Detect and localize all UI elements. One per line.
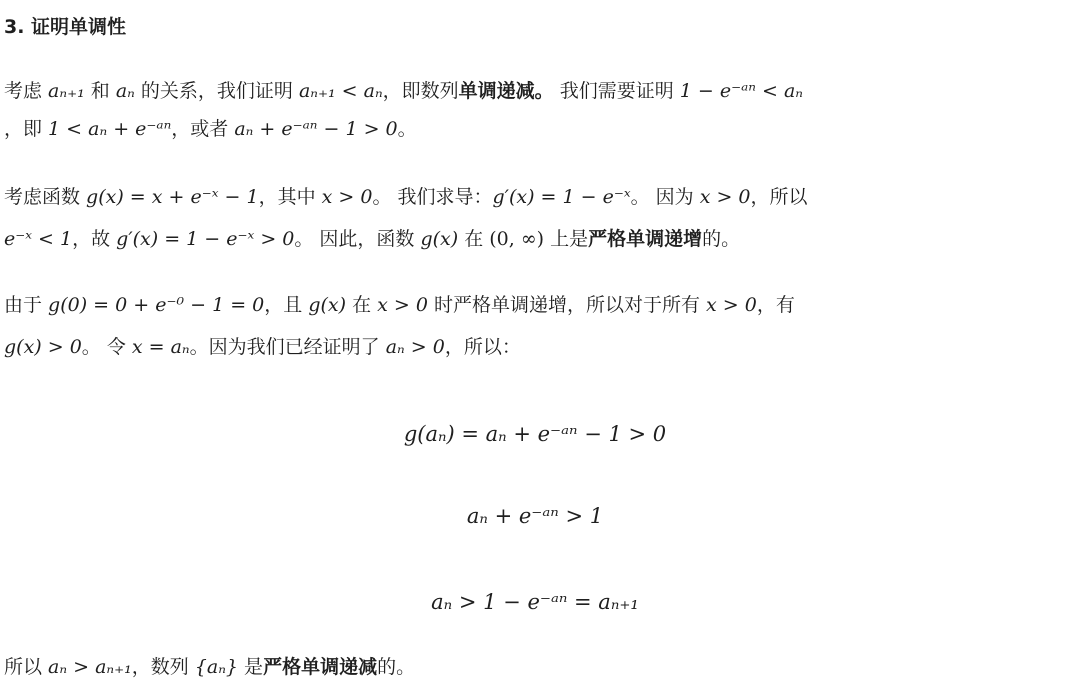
paragraph-3-line-1 [4, 292, 795, 318]
math: aₙ > 0 [385, 336, 445, 358]
math: g(x) > 0 [4, 336, 82, 358]
math: x > 0 [706, 294, 757, 316]
text: ，故 [72, 228, 117, 250]
math: (0, ∞) [489, 228, 545, 250]
text: 时严格单调递增，所以对于所有 [427, 294, 707, 316]
text: ，且 [264, 294, 309, 316]
bold-text: 严格单调递减 [263, 656, 378, 678]
text: 。因为我们已经证明了 [189, 336, 386, 358]
display-equation-1: g(aₙ) = aₙ + e⁻ᵃⁿ − 1 > 0 [403, 422, 667, 446]
math: g(0) = 0 + e⁻⁰ − 1 = 0 [48, 294, 265, 316]
text: 由于 [4, 294, 49, 316]
text: 。 因为 [630, 186, 700, 208]
math: x > 0 [377, 294, 428, 316]
math: g(x) [308, 294, 347, 316]
math: g′(x) = 1 − e⁻ˣ > 0 [116, 228, 295, 250]
text: 上是 [544, 228, 589, 250]
text: ，所以： [444, 336, 521, 358]
text: ，或者 [171, 118, 235, 140]
text: 考虑函数 [4, 186, 87, 208]
section-heading: 3. 证明单调性 [4, 16, 127, 38]
paragraph-2-line-2 [4, 226, 740, 252]
paragraph-1-line-1 [4, 78, 803, 104]
text: ，其中 [258, 186, 322, 208]
bold-text: 严格单调递增 [588, 228, 703, 250]
math: aₙ₊₁ < aₙ [298, 80, 383, 102]
math: aₙ + e⁻ᵃⁿ − 1 > 0 [234, 118, 398, 140]
math: x > 0 [699, 186, 751, 208]
text: 所以 [4, 656, 49, 678]
bold-text: 单调递减。 [458, 80, 554, 102]
math: g(x) [420, 228, 459, 250]
math: x = aₙ [131, 336, 190, 358]
text: 是 [238, 656, 264, 678]
text: 和 [84, 80, 116, 102]
text: ，即 [4, 118, 49, 140]
text: ，数列 [131, 656, 195, 678]
text: 的关系，我们证明 [134, 80, 299, 102]
conclusion-line [4, 654, 415, 680]
math: aₙ > aₙ₊₁ [48, 656, 132, 678]
text: 。 令 [81, 336, 132, 358]
text: 的。 [377, 656, 416, 678]
text: 在 [458, 228, 490, 250]
paragraph-1-line-2 [4, 116, 417, 142]
math: x > 0 [321, 186, 373, 208]
paragraph-3-line-2 [4, 334, 521, 360]
math: g′(x) = 1 − e⁻ˣ [492, 186, 631, 208]
math: aₙ [115, 80, 135, 102]
display-equation-2: aₙ + e⁻ᵃⁿ > 1 [466, 504, 604, 528]
math: g(x) = x + e⁻ˣ − 1 [86, 186, 259, 208]
text: 在 [346, 294, 378, 316]
math: aₙ₊₁ [48, 80, 85, 102]
text: 。 因此，函数 [294, 228, 421, 250]
text: ，即数列 [382, 80, 459, 102]
math: {aₙ} [194, 656, 239, 678]
text: 。 [397, 118, 417, 140]
math: e⁻ˣ < 1 [4, 228, 73, 250]
math: 1 − e⁻ᵃⁿ < aₙ [679, 80, 804, 102]
text: 。 我们求导： [372, 186, 493, 208]
display-equation-3: aₙ > 1 − e⁻ᵃⁿ = aₙ₊₁ [431, 590, 639, 614]
text: 考虑 [4, 80, 49, 102]
text: 的。 [702, 228, 741, 250]
math: 1 < aₙ + e⁻ᵃⁿ [48, 118, 172, 140]
text: 我们需要证明 [553, 80, 680, 102]
paragraph-2-line-1 [4, 184, 808, 210]
text: ，有 [756, 294, 795, 316]
text: ，所以 [750, 186, 808, 208]
